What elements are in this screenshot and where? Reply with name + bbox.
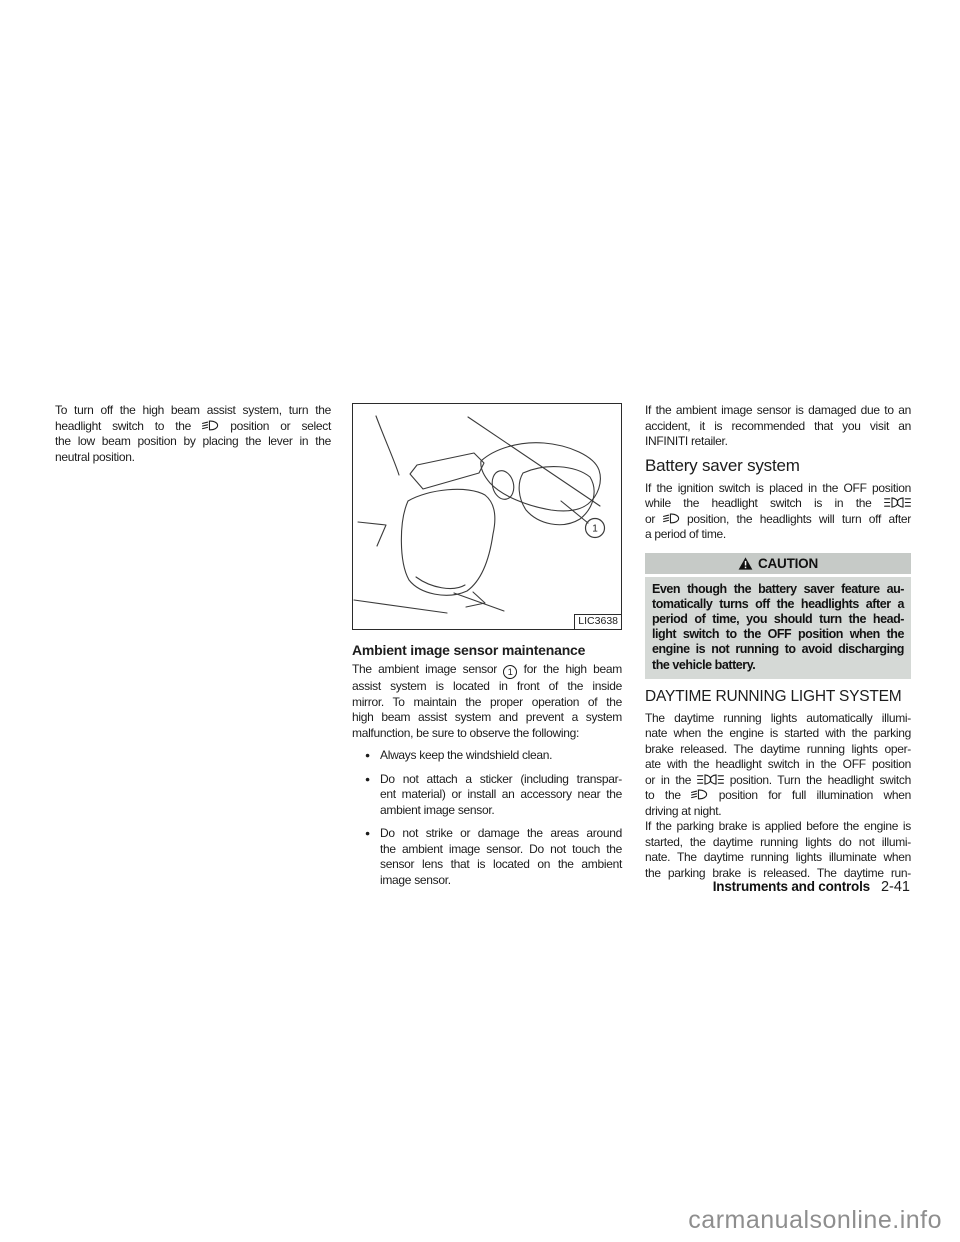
- text-line: assist system is located in front of the inside: [352, 679, 622, 693]
- column-middle: [352, 403, 622, 896]
- text-line: high beam assist system and prevent a system: [352, 710, 622, 724]
- text-line: Do not attach a sticker (including transpar-: [380, 771, 622, 786]
- heading-battery-saver: Battery saver system: [645, 455, 800, 475]
- column-right: [645, 403, 911, 881]
- text-line: ate with the headlight switch in the OFF position: [645, 757, 911, 772]
- headliner-line: [468, 417, 600, 506]
- text-line: If the ambient image sensor is damaged due to an: [645, 403, 911, 417]
- text-line: nate when the engine is started with the parking: [645, 726, 911, 741]
- text-line: To turn off the high beam assist system, turn the: [55, 403, 331, 417]
- text-line: or position, the headlights will turn off after: [645, 511, 911, 526]
- text-line: malfunction, be sure to observe the following:: [352, 725, 580, 740]
- column-left: [55, 403, 331, 465]
- sensor-lens: [519, 467, 594, 525]
- figure-callout-number: 1: [592, 523, 598, 535]
- paragraph-drl-1: [645, 711, 911, 820]
- caution-box: [645, 553, 911, 679]
- paragraph-ambient-sensor: [352, 662, 622, 741]
- mirror-inner-contour: [416, 577, 465, 588]
- paragraph-drl-2: [645, 819, 911, 881]
- page-footer: [713, 879, 910, 895]
- mirror-line-drawing: [353, 404, 621, 629]
- text-line: started, the daytime running lights do not illumi-: [645, 834, 911, 849]
- caution-label: CAUTION: [757, 555, 819, 571]
- paragraph-battery-saver: [645, 481, 911, 543]
- text-line: to the position for full illumination when: [645, 788, 911, 803]
- text-line: the vehicle battery.: [652, 657, 756, 672]
- bullet-item: [352, 772, 622, 819]
- text-line: If the parking brake is applied before the engine is: [645, 819, 911, 834]
- text-line: ambient image sensor.: [380, 802, 495, 817]
- text-line: the ambient image sensor. Do not touch the: [380, 841, 622, 856]
- mirror-arm: [410, 453, 484, 489]
- bullet-list: [352, 748, 622, 888]
- text-line: accident, it is recommended that you visit an: [645, 418, 911, 433]
- text-line: or in the position. Turn the headlight switch: [645, 772, 912, 787]
- text-line: ent material) or install an accessory near the: [380, 787, 622, 801]
- heading-daytime-running-light: DAYTIME RUNNING LIGHT SYSTEM: [645, 687, 902, 705]
- text-line: driving at night.: [645, 803, 722, 818]
- sensor-cover-outline: [481, 443, 601, 511]
- dashboard-line: [354, 600, 447, 613]
- text-line: light switch to the OFF position when the: [652, 627, 904, 642]
- text-line: sensor lens that is located on the ambient: [380, 857, 622, 871]
- text-line: neutral position.: [55, 449, 135, 464]
- caution-header: [645, 553, 911, 574]
- text-line: INFINITI retailer.: [645, 434, 728, 448]
- mirror-bottom-tab: [466, 592, 485, 607]
- text-line: headlight switch to the position or select: [55, 418, 331, 433]
- low-beam-headlight-icon: [663, 513, 680, 524]
- bullet-marker: ●: [365, 773, 371, 784]
- text-line: brake released. The daytime running lights oper-: [645, 741, 911, 756]
- bullet-text: [380, 826, 622, 888]
- text-line: Do not strike or damage the areas around: [380, 826, 622, 840]
- warning-triangle-icon: [738, 557, 753, 570]
- caution-body: [645, 577, 911, 679]
- text-line: If the ignition switch is placed in the OFF position: [645, 480, 911, 495]
- sensor-pod: [489, 468, 516, 501]
- figure-mirror: [352, 403, 622, 630]
- bullet-marker: ●: [365, 750, 371, 760]
- figure-code-label: LIC3638: [574, 614, 622, 630]
- watermark-text: carmanualsonline.info: [688, 1206, 942, 1234]
- daytime-running-lights-icon: [884, 497, 911, 508]
- text-line: image sensor.: [380, 872, 451, 887]
- bullet-item: [352, 826, 622, 888]
- text-line: the low beam position by placing the lever in the: [55, 434, 331, 448]
- daytime-running-lights-icon: [697, 774, 724, 785]
- footer-section-title: Instruments and controls: [712, 879, 870, 894]
- callout-leader-line: [561, 501, 588, 523]
- text-line: while the headlight switch is in the: [645, 496, 911, 512]
- text-line: Always keep the windshield clean.: [380, 748, 553, 762]
- callout-reference: 1: [503, 665, 517, 679]
- bullet-text: [380, 748, 622, 764]
- mirror-back: [401, 489, 495, 595]
- windshield-edge-line: [376, 416, 399, 475]
- paragraph-high-beam-off: [55, 403, 331, 465]
- low-beam-headlight-icon: [202, 420, 219, 431]
- text-line: Even though the battery saver feature au-: [652, 581, 904, 596]
- bullet-marker: ●: [365, 828, 371, 838]
- text-line: The ambient image sensor 1 for the high beam: [352, 662, 622, 677]
- text-line: the parking brake is released. The daytime run-: [645, 865, 911, 880]
- text-line: engine is not running to avoid discharging: [652, 642, 904, 657]
- text-line: nate. The daytime running lights illuminate when: [645, 850, 911, 865]
- paragraph-sensor-damage: [645, 403, 911, 450]
- pillar-line: [358, 522, 386, 546]
- text-line: period of time, you should turn the head-: [652, 611, 904, 626]
- footer-page-number: 2-41: [880, 879, 910, 895]
- text-line: mirror. To maintain the proper operation of the: [352, 694, 622, 709]
- low-beam-headlight-icon: [691, 789, 708, 800]
- dashboard-line-2: [454, 593, 504, 611]
- text-line: a period of time.: [645, 527, 726, 541]
- bullet-item: [352, 748, 622, 764]
- text-line: tomatically turns off the headlights after a: [652, 596, 904, 611]
- bullet-text: [380, 772, 622, 819]
- heading-ambient-sensor-maintenance: Ambient image sensor maintenance: [352, 642, 586, 658]
- text-line: The daytime running lights automatically illumi-: [645, 710, 911, 725]
